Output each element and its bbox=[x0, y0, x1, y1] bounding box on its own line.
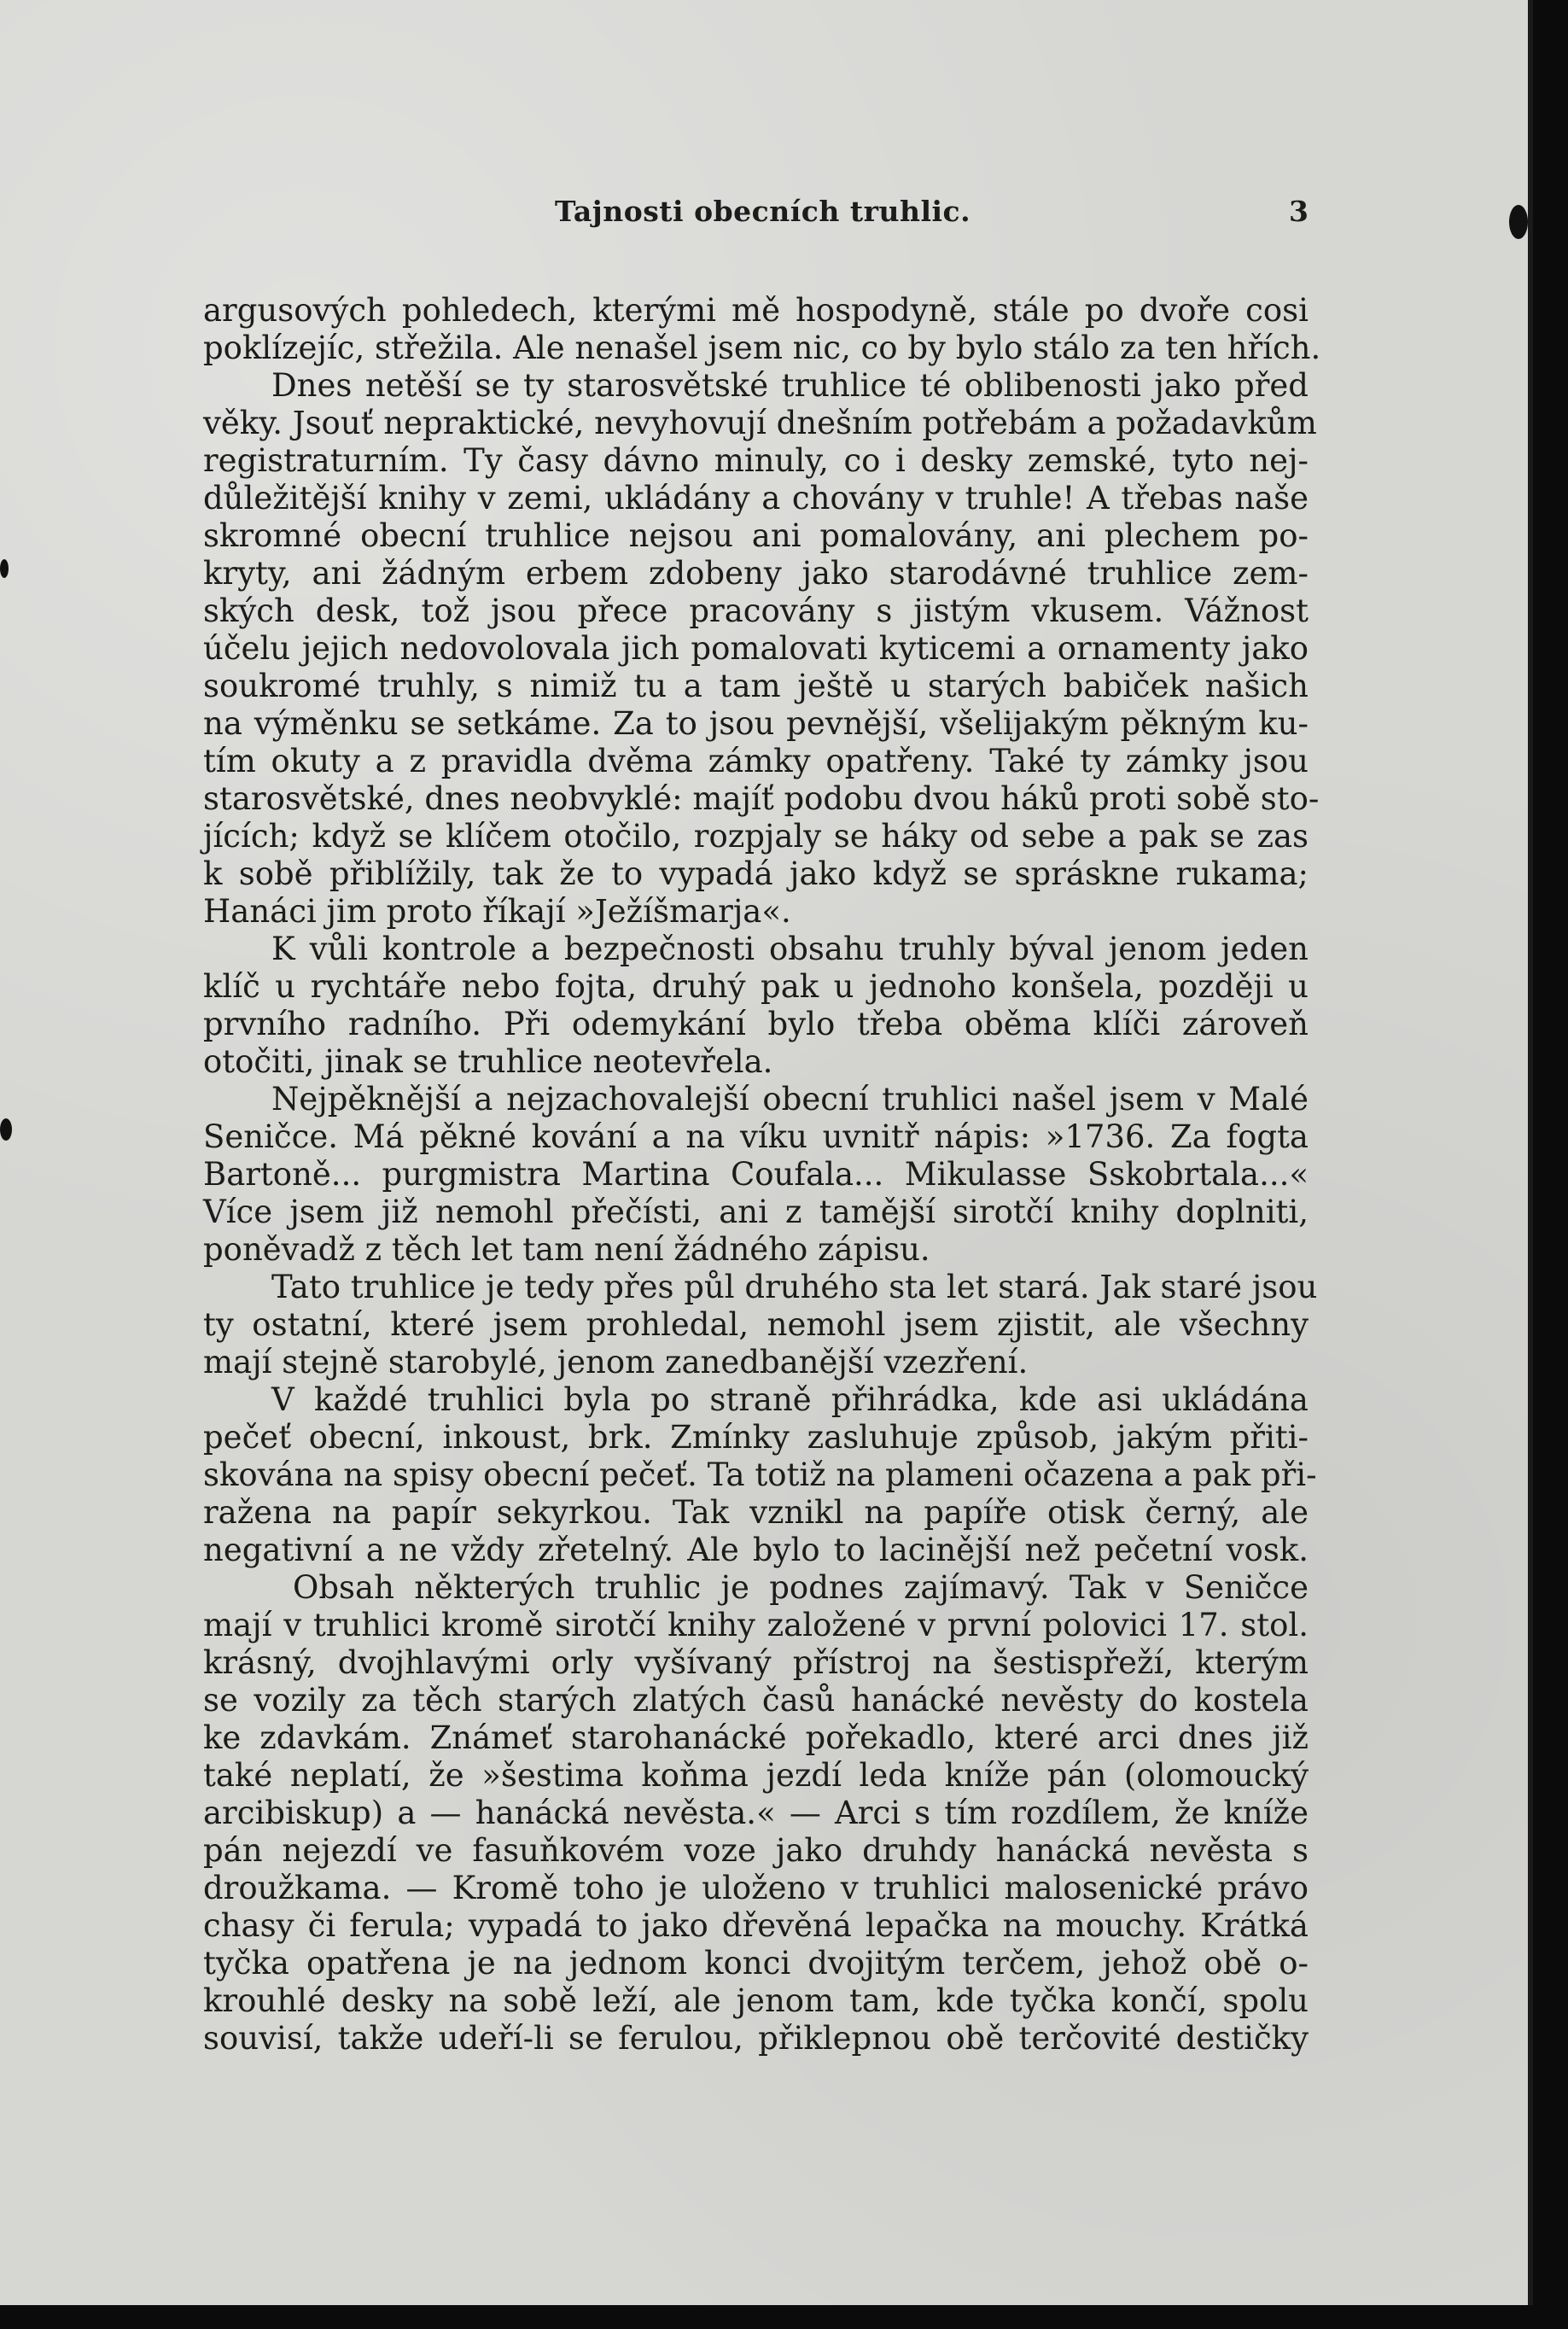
text-line: skromné obecní truhlice nejsou ani pomalovány, ani plechem po- bbox=[203, 517, 1309, 554]
text-line: K vůli kontrole a bezpečnosti obsahu truhly býval jenom jeden bbox=[271, 931, 1309, 967]
text-line: Více jsem již nemohl přečísti, ani z tamější sirotčí knihy doplniti, bbox=[203, 1194, 1309, 1230]
text-line: registraturním. Ty časy dávno minuly, co i desky zemské, tyto nej- bbox=[203, 442, 1309, 479]
text-line: chasy či ferula; vypadá to jako dřevěná lepačka na mouchy. Krátká bbox=[203, 1907, 1309, 1944]
text-line: tím okuty a z pravidla dvěma zámky opatřeny. Také ty zámky jsou bbox=[203, 743, 1309, 779]
running-head bbox=[0, 195, 1528, 232]
scan-blemish bbox=[1509, 205, 1528, 239]
text-line: otočiti, jinak se truhlice neotevřela. bbox=[203, 1043, 773, 1080]
text-line: jících; když se klíčem otočilo, rozpjaly se háky od sebe a pak se zas bbox=[203, 818, 1309, 855]
text-line: účelu jejich nedovolovala jich pomalovati kyticemi a ornamenty jako bbox=[203, 630, 1309, 667]
text-line: se vozily za těch starých zlatých časů hanácké nevěsty do kostela bbox=[203, 1682, 1309, 1719]
text-line: ských desk, tož jsou přece pracovány s jistým vkusem. Vážnost bbox=[203, 592, 1309, 629]
text-line: Obsah některých truhlic je podnes zajímavý. Tak v Seničce bbox=[293, 1569, 1309, 1606]
scan-border bbox=[0, 2305, 1568, 2329]
text-line: Hanáci jim proto říkají »Ježíšmarja«. bbox=[203, 893, 791, 930]
text-line: negativní a ne vždy zřetelný. Ale bylo to lacinější než pečetní vosk. bbox=[203, 1532, 1309, 1568]
running-title: Tajnosti obecních truhlic. bbox=[555, 195, 971, 228]
text-line: souvisí, takže udeří-li se ferulou, přiklepnou obě terčovité destičky bbox=[203, 2020, 1309, 2057]
text-line: Seničce. Má pěkné kování a na víku uvnitř nápis: »1736. Za fogta bbox=[203, 1118, 1309, 1155]
text-line: klíč u rychtáře nebo fojta, druhý pak u jednoho konšela, později u bbox=[203, 968, 1309, 1005]
text-line: také neplatí, že »šestima koňma jezdí leda kníže pán (olomoucký bbox=[203, 1757, 1309, 1794]
text-line: pečeť obecní, inkoust, brk. Zmínky zasluhuje způsob, jakým přiti- bbox=[203, 1419, 1309, 1456]
text-line: skována na spisy obecní pečeť. Ta totiž na plameni očazena a pak při- bbox=[203, 1456, 1317, 1493]
text-line: krásný, dvojhlavými orly vyšívaný přístroj na šestispřeží, kterým bbox=[203, 1644, 1309, 1681]
text-line: věky. Jsouť nepraktické, nevyhovují dnešním potřebám a požadavkům bbox=[203, 405, 1317, 441]
page-number: 3 bbox=[1289, 195, 1309, 228]
text-line: Nejpěknější a nejzachovalejší obecní truhlici našel jsem v Malé bbox=[271, 1081, 1309, 1118]
text-line: V každé truhlici byla po straně přihrádka, kde asi ukládána bbox=[271, 1381, 1309, 1418]
text-line: poklízejíc, střežila. Ale nenašel jsem nic, co by bylo stálo za ten hřích. bbox=[203, 330, 1321, 366]
scan-blemish bbox=[0, 1118, 12, 1141]
text-line: důležitější knihy v zemi, ukládány a chovány v truhle! A třebas naše bbox=[203, 480, 1309, 517]
text-line: ražena na papír sekyrkou. Tak vznikl na papíře otisk černý, ale bbox=[203, 1494, 1309, 1531]
text-line: tyčka opatřena je na jednom konci dvojitým terčem, jehož obě o- bbox=[203, 1945, 1309, 1982]
text-line: argusových pohledech, kterými mě hospodyně, stále po dvoře cosi bbox=[203, 292, 1309, 329]
text-line: arcibiskup) a — hanácká nevěsta.« — Arci s tím rozdílem, že kníže bbox=[203, 1795, 1309, 1831]
text-line: Dnes netěší se ty starosvětské truhlice té oblibenosti jako před bbox=[271, 367, 1309, 404]
text-line: soukromé truhly, s nimiž tu a tam ještě u starých babiček našich bbox=[203, 668, 1309, 704]
text-line: pán nejezdí ve fasuňkovém voze jako druhdy hanácká nevěsta s bbox=[203, 1832, 1309, 1869]
text-line: mají v truhlici kromě sirotčí knihy založené v první polovici 17. stol. bbox=[203, 1607, 1309, 1643]
body-text bbox=[203, 292, 1321, 2058]
text-line: ke zdavkám. Známeť starohanácké pořekadlo, které arci dnes již bbox=[203, 1719, 1309, 1756]
text-line: krouhlé desky na sobě leží, ale jenom tam, kde tyčka končí, spolu bbox=[203, 1982, 1309, 2019]
text-line: starosvětské, dnes neobvyklé: majíť podobu dvou háků proti sobě sto- bbox=[203, 780, 1320, 817]
text-line: prvního radního. Při odemykání bylo třeba oběma klíči zároveň bbox=[203, 1006, 1309, 1042]
text-line: na výměnku se setkáme. Za to jsou pevnější, všelijakým pěkným ku- bbox=[203, 705, 1309, 742]
text-line: Tato truhlice je tedy přes půl druhého sta let stará. Jak staré jsou bbox=[271, 1269, 1318, 1305]
text-line: ty ostatní, které jsem prohledal, nemohl jsem zjistit, ale všechny bbox=[203, 1306, 1309, 1343]
text-line: k sobě přiblížily, tak že to vypadá jako když se spráskne rukama; bbox=[203, 855, 1309, 892]
text-line: poněvadž z těch let tam není žádného zápisu. bbox=[203, 1231, 930, 1268]
text-line: kryty, ani žádným erbem zdobeny jako starodávné truhlice zem- bbox=[203, 555, 1309, 592]
text-line: droužkama. — Kromě toho je uloženo v truhlici malosenické právo bbox=[203, 1870, 1309, 1906]
text-line: mají stejně starobylé, jenom zanedbanější vzezření. bbox=[203, 1344, 1029, 1380]
scan-blemish bbox=[0, 559, 9, 578]
text-line: Bartoně... purgmistra Martina Coufala... Mikulasse Sskobrtala...« bbox=[203, 1156, 1309, 1193]
